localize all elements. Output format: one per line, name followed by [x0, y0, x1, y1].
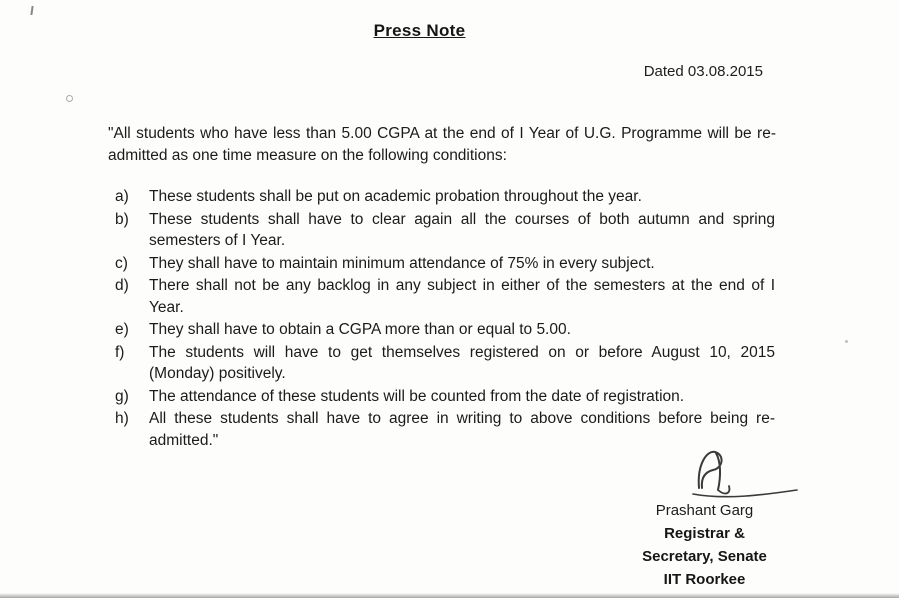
list-item: [115, 319, 775, 341]
condition-text: All these students shall have to agree in writing to above conditions before being re-admitted.": [149, 410, 775, 449]
condition-text: The students will have to get themselves registered on or before August 10, 2015 (Monday) positively.: [149, 343, 775, 382]
scan-edge: [0, 593, 899, 598]
condition-label: b): [115, 210, 129, 228]
conditions-list: [115, 186, 775, 452]
condition-text: They shall have to obtain a CGPA more than or equal to 5.00.: [149, 321, 571, 338]
signatory-role-line-3: IIT Roorkee: [663, 571, 746, 588]
signatory-name: Prashant Garg: [655, 502, 754, 519]
scan-artifact: [66, 95, 73, 102]
signature-icon: [685, 446, 805, 498]
condition-label: e): [115, 321, 129, 338]
condition-label: f): [115, 343, 125, 361]
date-line: Dated 03.08.2015: [643, 63, 763, 80]
scan-artifact: [845, 340, 848, 343]
signature-block: [597, 446, 812, 591]
list-item: [115, 186, 775, 208]
condition-text: They shall have to maintain minimum attendance of 75% in every subject.: [149, 254, 655, 272]
signatory-role-line-1: Registrar &: [664, 525, 745, 542]
intro-paragraph: "All students who have less than 5.00 CGPA at the end of I Year of U.G. Programme will be re-admitted as one time measure on the following conditions:: [108, 125, 776, 164]
page-title: Press Note: [373, 21, 466, 40]
list-item: [115, 408, 775, 451]
condition-label: g): [115, 387, 129, 405]
condition-text: These students shall have to clear again all the courses of both autumn and spring semesters of I Year.: [149, 210, 775, 249]
list-item: [115, 275, 775, 318]
condition-text: These students shall be put on academic probation throughout the year.: [149, 188, 642, 205]
scan-artifact: [30, 6, 33, 15]
condition-label: d): [115, 277, 129, 294]
condition-label: c): [115, 254, 128, 272]
condition-label: a): [115, 188, 129, 205]
list-item: [115, 209, 775, 252]
list-item: [115, 386, 775, 408]
condition-label: h): [115, 410, 129, 427]
list-item: [115, 253, 775, 275]
signatory-role-line-2: Secretary, Senate: [642, 548, 767, 565]
list-item: [115, 342, 775, 385]
condition-text: The attendance of these students will be counted from the date of registration.: [149, 387, 685, 405]
condition-text: There shall not be any backlog in any subject in either of the semesters at the end of I Year.: [149, 277, 775, 316]
